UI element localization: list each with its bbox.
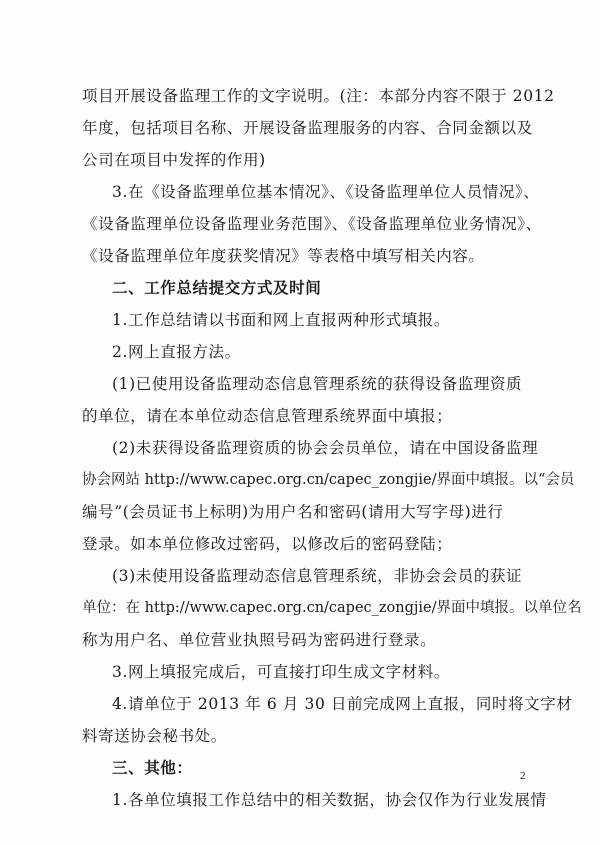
paragraph-line: 料寄送协会秘书处。 [82,727,227,745]
paragraph-line: 2.网上直报方法。 [112,343,241,361]
page-number: 2 [520,770,526,782]
paragraph-line: 编号”(会员证书上标明)为用户名和密码(请用大写字母)进行 [82,503,504,521]
paragraph-line: 《设备监理单位设备监理业务范围》、《设备监理单位业务情况》、 [82,215,542,233]
paragraph-line: 年度，包括项目名称、开展设备监理服务的内容、合同金额以及 [82,119,533,137]
paragraph-line: 公司在项目中发挥的作用) [82,151,266,169]
paragraph-line: 称为用户名、单位营业执照号码为密码进行登录。 [82,631,437,649]
paragraph-line: (1)已使用设备监理动态信息管理系统的获得设备监理资质 [112,375,523,393]
paragraph-line: (2)未获得设备监理资质的协会会员单位，请在中国设备监理 [112,439,539,457]
paragraph-line: (3)未使用设备监理动态信息管理系统，非协会会员的获证 [112,567,523,585]
section-heading: 二、工作总结提交方式及时间 [112,279,322,297]
paragraph-line: 1.工作总结请以书面和网上直报两种形式填报。 [112,311,450,329]
paragraph-line: 3.在《设备监理单位基本情况》、《设备监理单位人员情况》、 [112,183,540,201]
paragraph-line: 登录。如本单位修改过密码，以修改后的密码登陆； [82,535,453,553]
section-heading: 三、其他： [112,759,193,777]
paragraph-line: 单位：在 http://www.capec.org.cn/capec_zongjie/界面中填报。以单位名 [82,600,582,616]
paragraph-line: 4.请单位于 2013 年 6 月 30 日前完成网上直报，同时将文字材 [112,695,573,713]
paragraph-line: 协会网站 http://www.capec.org.cn/capec_zongjie/界面中填报。以“会员 [82,472,575,488]
paragraph-line: 3.网上填报完成后，可直接打印生成文字材料。 [112,663,450,681]
paragraph-line: 1.各单位填报工作总结中的相关数据，协会仅作为行业发展情 [112,791,547,809]
paragraph-line: 《设备监理单位年度获奖情况》等表格中填写相关内容。 [82,247,485,265]
paragraph-line: 的单位，请在本单位动态信息管理系统界面中填报； [82,407,453,425]
paragraph-line: 项目开展设备监理工作的文字说明。(注：本部分内容不限于 2012 [82,87,555,105]
